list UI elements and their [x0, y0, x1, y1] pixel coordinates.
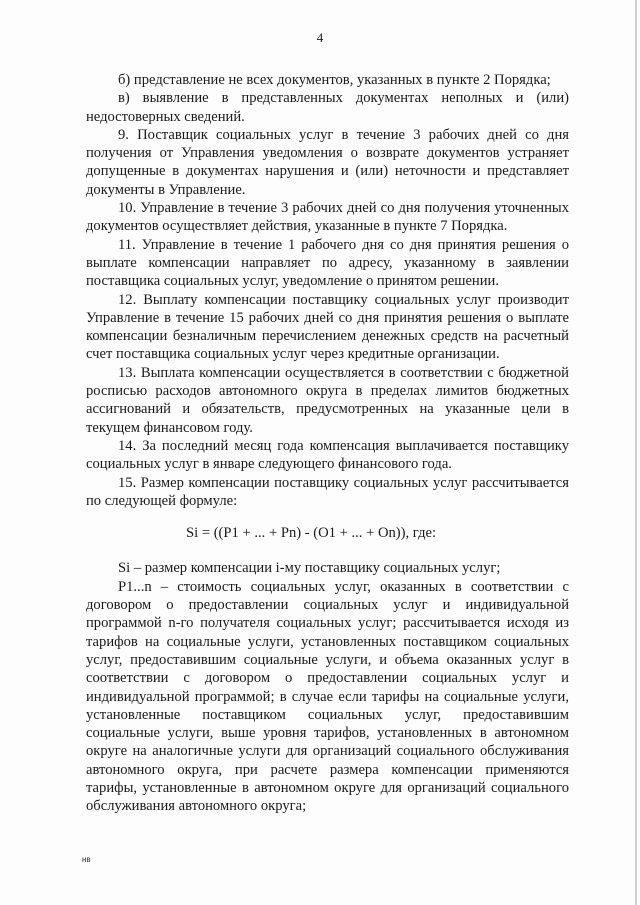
paragraph-9: 9. Поставщик социальных услуг в течение 3 рабочих дней со дня получения от Управления уведомления о возврате документов устраняет допущенные в документах нарушения и (или) неточности и представляет документы в Управление. [86, 126, 569, 198]
compensation-formula: Si = ((P1 + ... + Pn) - (O1 + ... + On)), где: [186, 525, 437, 542]
paragraph-12: 12. Выплату компенсации поставщику социальных услуг производит Управление в течение 15 рабочих дней со дня принятия решения о выплате компенсации безналичным перечислением денежных средств на расчетный счет поставщика социальных услуг через кредитные организации. [86, 291, 569, 363]
paragraph-v: в) выявление в представленных документах неполных и (или) недостоверных сведений. [86, 90, 569, 125]
paragraph-10: 10. Управление в течение 3 рабочих дней со дня получения уточненных документов осуществляет действия, указанные в пункте 7 Порядка. [86, 200, 569, 235]
footer-code: нв [82, 855, 91, 864]
document-body [86, 71, 569, 816]
paragraph-13: 13. Выплата компенсации осуществляется в соответствии с бюджетной росписью расходов автономного округа в пределах лимитов бюджетных ассигнований и обязательств, предусмотренных на указанные цели в текущем финансовом году. [86, 364, 569, 436]
paragraph-11: 11. Управление в течение 1 рабочего дня со дня принятия решения о выплате компенсации направляет по адресу, указанному в заявлении поставщика социальных услуг, уведомление о принятом решении. [86, 236, 569, 290]
definition-si: Si – размер компенсации i-му поставщику социальных услуг; [118, 560, 501, 577]
paragraph-b: б) представление не всех документов, указанных в пункте 2 Порядка; [118, 72, 551, 88]
scan-edge-line [635, 0, 637, 905]
page-number: 4 [316, 30, 324, 45]
paragraph-15: 15. Размер компенсации поставщику социальных услуг рассчитывается по следующей формуле: [86, 474, 569, 509]
definition-p1n: P1...n – стоимость социальных услуг, оказанных в соответствии с договором о предоставлении социальных услуг и индивидуальной программой n-го получателя социальных услуг; рассчитывается исходя из тарифов на социальные услуги, установленных поставщиком социальных услуг, предоставившим социальные услуги, и объема оказанных услуг в соответствии с договором о предоставлении социальных услуг и индивидуальной программой; в случае если тарифы на социальные услуги, установленные поставщиком социальных услуг, предоставившим социальные услуги, выше уровня тарифов, установленных в автономном округе на аналогичные услуги для организаций социального обслуживания автономного округа, при расчете размера компенсации применяются тарифы, установленные в автономном округе для организаций социального обслуживания автономного округа; [86, 578, 569, 815]
paragraph-14: 14. За последний месяц года компенсация выплачивается поставщику социальных услуг в январе следующего финансового года. [86, 437, 569, 473]
